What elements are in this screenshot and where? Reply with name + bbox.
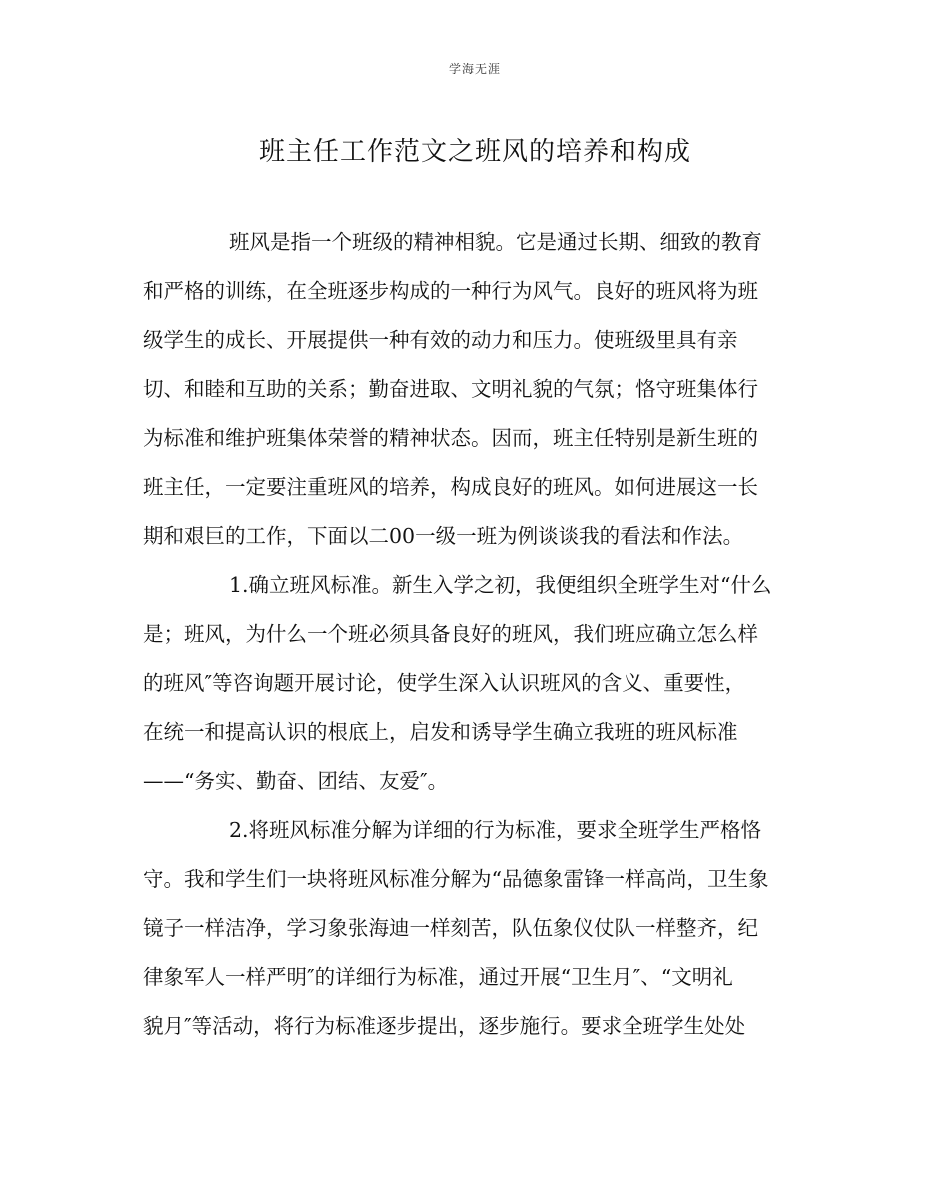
body-text-line: 班风是指一个班级的精神相貌。它是通过长期、细致的教育: [229, 230, 762, 254]
body-text-line: 在统一和提高认识的根底上，启发和诱导学生确立我班的班风标准: [143, 720, 738, 744]
body-text-line: 守。我和学生们一块将班风标准分解为“品德象雷锋一样高尚，卫生象: [143, 867, 769, 891]
document-title: 班主任工作范文之班风的培养和构成: [258, 137, 691, 167]
body-text-line: 期和艰巨的工作，下面以二00一级一班为例谈谈我的看法和作法。: [143, 524, 744, 548]
body-text-line: 2.将班风标准分解为详细的行为标准，要求全班学生严格恪: [229, 818, 762, 842]
body-text-line: 律象军人一样严明″的详细行为标准，通过开展“卫生月″、“文明礼: [143, 965, 733, 989]
body-text-line: 级学生的成长、开展提供一种有效的动力和压力。使班级里具有亲: [143, 328, 738, 352]
body-text-line: 班主任，一定要注重班风的培养，构成良好的班风。如何进展这一长: [143, 475, 758, 499]
body-text-line: ——“务实、勤奋、团结、友爱″。: [143, 769, 449, 793]
body-text-line: 的班风″等咨询题开展讨论，使学生深入认识班风的含义、重要性，: [143, 671, 746, 695]
body-text-line: 镜子一样洁净，学习象张海迪一样刻苦，队伍象仪仗队一样整齐，纪: [143, 916, 758, 940]
body-text-line: 貌月″等活动，将行为标准逐步提出，逐步施行。要求全班学生处处: [143, 1014, 746, 1038]
document-body: [143, 218, 813, 1051]
body-text-line: 切、和睦和互助的关系；勤奋进取、文明礼貌的气氛；恪守班集体行: [143, 377, 758, 401]
page-header: 学海无涯: [448, 62, 501, 76]
body-text-line: 是；班风，为什么一个班必须具备良好的班风，我们班应确立怎么样: [143, 622, 758, 646]
body-text-line: 1.确立班风标准。新生入学之初，我便组织全班学生对“什么: [229, 573, 772, 597]
body-text-line: 和严格的训练，在全班逐步构成的一种行为风气。良好的班风将为班: [143, 279, 758, 303]
body-text-line: 为标准和维护班集体荣誉的精神状态。因而，班主任特别是新生班的: [143, 426, 758, 450]
